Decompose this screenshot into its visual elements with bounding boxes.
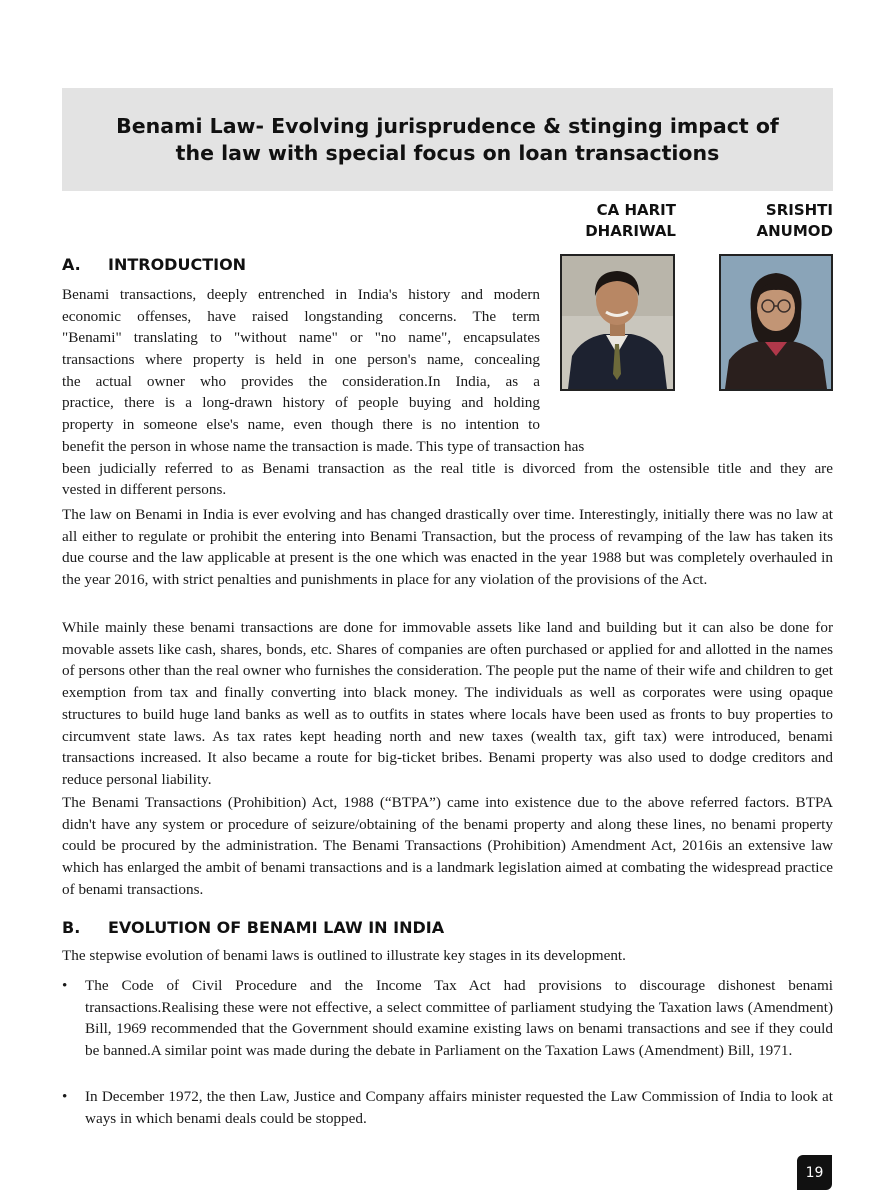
author-name-1: CA HARIT DHARIWAL	[585, 201, 676, 240]
intro-line: practice, there is a long-drawn history of people buying and holding	[62, 394, 540, 412]
intro-line: "Benami" translating to "without name" or "no name", encapsulates	[62, 329, 540, 347]
section-a-heading: A. INTRODUCTION	[62, 255, 247, 274]
list-item	[62, 1086, 833, 1129]
bullet-glyph: •	[62, 1088, 68, 1105]
article-title-box	[62, 88, 833, 191]
section-a-intro-paragraph	[62, 284, 833, 501]
section-a-paragraph-3: While mainly these benami transactions are done for immovable assets like land and building but it can also be done for movable assets like cash, shares, bonds, etc. Shares of companies are often purchased or applied for and allotted in the names of persons other than the real owner who furnishes the consideration. The people put the name of their wife and children to get exemption from tax and finally converting into black money. The individuals as well as corporates were using opaque structures to build huge land banks as well as to outfits in states where locals have been used as fronts to buy properties to circumvent state laws. As tax rates kept heading north and new taxes (wealth tax, gift tax) were introduced, benami transactions increased. It also became a route for big-ticket bribes. Benami property was also used to dodge creditors and reduce personal liability.	[62, 619, 833, 788]
intro-line: property in someone else's name, even though there is no intention to	[62, 416, 540, 434]
intro-line: Benami transactions, deeply entrenched in India's history and modern	[62, 286, 540, 303]
article-title-line-2: the law with special focus on loan transactions	[175, 140, 720, 165]
list-item-text: In December 1972, the then Law, Justice and Company affairs minister requested the Law Commission of India to look at ways in which benami deals could be stopped.	[85, 1088, 833, 1127]
list-item	[62, 975, 833, 1062]
intro-line: the actual owner who provides the consideration.In India, as a	[62, 372, 540, 390]
intro-line: transactions where property is held in one person's name, concealing	[62, 351, 540, 369]
section-a-paragraph-4: The Benami Transactions (Prohibition) Act, 1988 (“BTPA”) came into existence due to the above referred factors. BTPA didn't have any system or procedure of seizure/obtaining of the benami property and along these lines, no benami property could be procured by the administration. The Benami Transactions (Prohibition) Amendment Act, 2016is an extensive law which has enlarged the ambit of benami transactions and is a landmark legislation aimed at combating the widespread practice of benami transactions.	[62, 794, 833, 898]
page-number: 19	[797, 1155, 832, 1190]
intro-line: economic offenses, have raised longstanding concerns. The term	[62, 307, 540, 325]
author-name-2: SRISHTI ANUMOD	[756, 201, 833, 240]
list-item-text: The Code of Civil Procedure and the Income Tax Act had provisions to discourage dishonest benami transactions.Realising these were not effective, a select committee of parliament studying the Taxation laws (Amendment) Bill, 1969 recommended that the Government should examine existing laws on benami transactions and see if they could be banned.A similar point was made during the debate in Parliament on the Taxation Laws (Amendment) Bill, 1971.	[85, 977, 833, 1060]
intro-line: vested in different persons.	[62, 481, 227, 499]
section-b-heading: B. EVOLUTION OF BENAMI LAW IN INDIA	[62, 918, 445, 937]
section-b-intro: The stepwise evolution of benami laws is outlined to illustrate key stages in its development.	[62, 947, 626, 964]
bullet-glyph: •	[62, 977, 68, 994]
intro-line: been judicially referred to as Benami transaction as the real title is divorced from the ostensible title and they are	[62, 459, 833, 477]
intro-line: benefit the person in whose name the transaction is made. This type of transaction has	[62, 437, 585, 455]
article-title-line-1: Benami Law- Evolving jurisprudence & stinging impact of	[116, 113, 779, 138]
section-a-paragraph-2: The law on Benami in India is ever evolving and has changed drastically over time. Interestingly, initially there was no law at all either to regulate or prohibit the entering into Benami Transaction, but the process of revamping of the law has taken its due course and the law applicable at present is the one which was enacted in the year 1988 but was completely overhauled in the year 2016, with strict penalties and punishments in place for any violation of the provisions of the Act.	[62, 506, 833, 589]
